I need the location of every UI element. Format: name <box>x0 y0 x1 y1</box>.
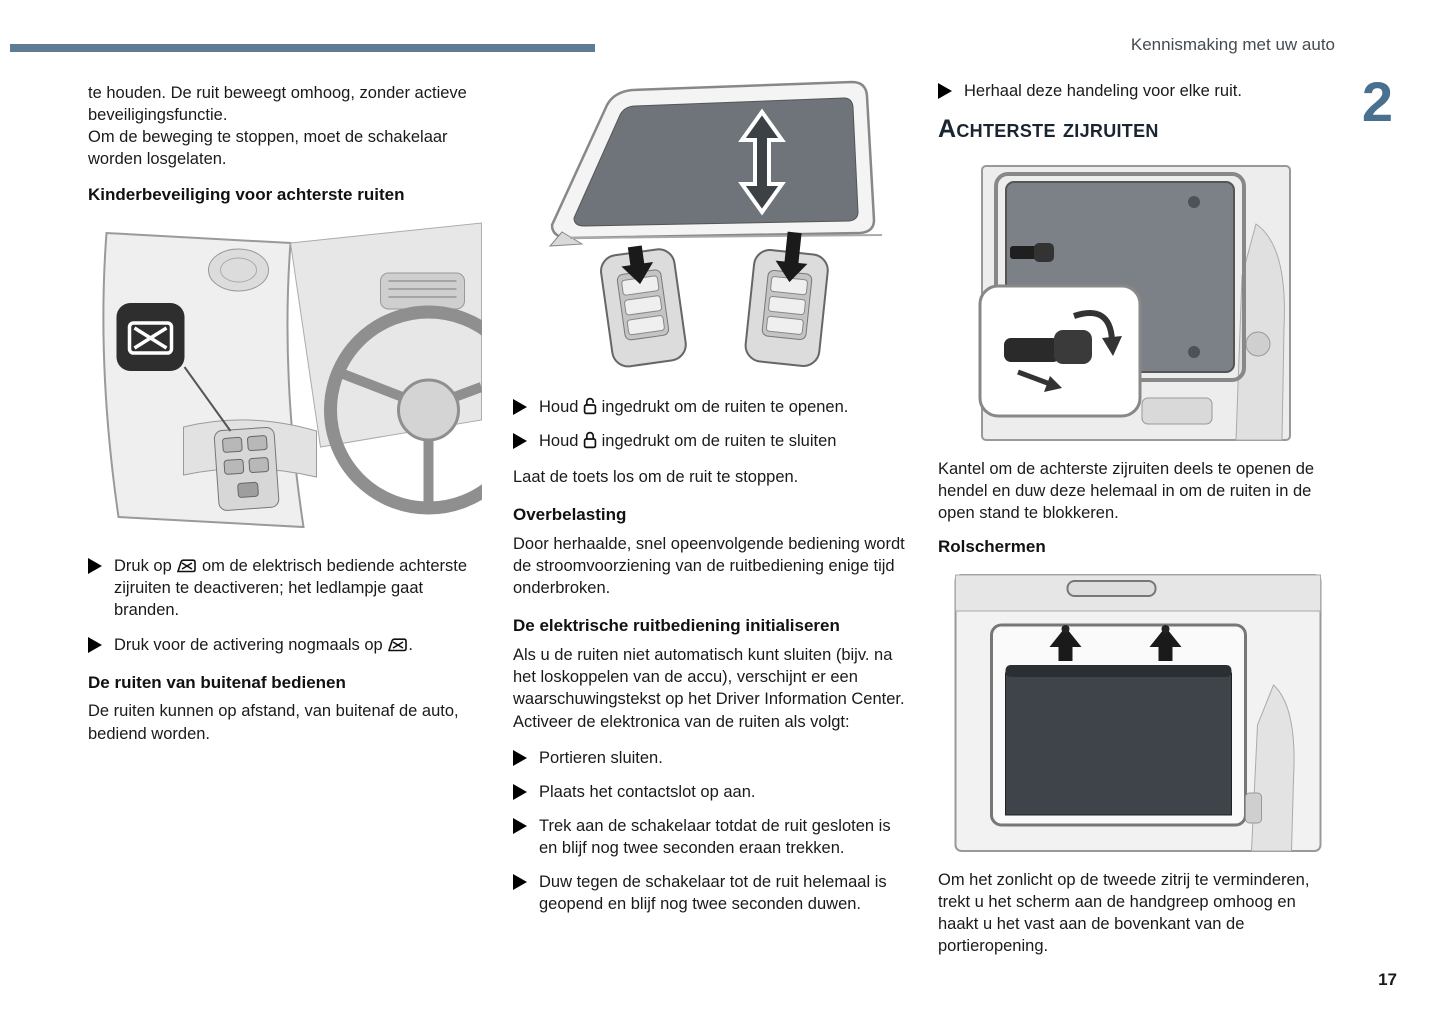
instruction-text <box>114 634 482 656</box>
instruction-text <box>539 430 911 452</box>
window-deactivate-icon <box>387 637 408 653</box>
heading-operate-outside: De ruiten van buitenaf bedienen <box>88 672 346 692</box>
instruction-item <box>513 815 911 859</box>
rear-side-window-illustration-svg <box>938 158 1338 448</box>
instruction-list <box>938 80 1338 102</box>
instruction-text-post: om de elektrisch bediende achterste zijruiten te deactiveren; het ledlampje gaat branden. <box>114 557 468 620</box>
instruction-list <box>513 747 911 916</box>
instruction-text-pre: Houd <box>539 432 584 451</box>
paragraph-roller-blinds: Om het zonlicht op de tweede zitrij te verminderen, trekt u het scherm aan de handgreep omhoog en haakt u het vast aan de bovenkant van de portieropening. <box>938 870 1310 956</box>
remote-window-operation-illustration <box>513 70 911 370</box>
section-heading-rear-side-windows: Achterste zijruiten <box>938 115 1159 144</box>
lock-icon <box>583 431 597 449</box>
instruction-text: Plaats het contactslot op aan. <box>539 782 756 801</box>
heading-initialise: De elektrische ruitbediening initialiseren <box>513 616 840 636</box>
remote-window-illustration-svg <box>513 70 911 370</box>
bullet-arrow-icon <box>88 637 102 653</box>
instruction-item <box>513 430 911 452</box>
bullet-arrow-icon <box>513 784 527 800</box>
instruction-text: Portieren sluiten. <box>539 748 663 767</box>
bullet-arrow-icon <box>513 874 527 890</box>
roller-blind-illustration <box>938 567 1338 859</box>
instruction-text-post: . <box>408 635 413 654</box>
bullet-arrow-icon <box>938 83 952 99</box>
rear-side-window-latch-illustration <box>938 158 1338 448</box>
instruction-item <box>88 634 482 656</box>
instruction-item <box>938 80 1338 102</box>
column-right <box>938 80 1338 957</box>
instruction-text-post: ingedrukt om de ruiten te openen. <box>597 398 849 416</box>
window-deactivate-icon <box>176 558 197 574</box>
instruction-text-post: ingedrukt om de ruiten te sluiten <box>597 432 837 451</box>
bullet-arrow-icon <box>513 818 527 834</box>
intro-paragraph: Om de beweging te stoppen, moet de schakelaar worden losgelaten. <box>88 128 448 169</box>
column-left <box>88 82 482 745</box>
instruction-text: Duw tegen de schakelaar tot de ruit helemaal is geopend en blijf nog twee seconden duwen. <box>539 873 887 914</box>
bullet-arrow-icon <box>88 558 102 574</box>
door-interior-illustration-svg <box>88 215 482 535</box>
paragraph-initialise: Als u de ruiten niet automatisch kunt sluiten (bijv. na het loskoppelen van de accu), verschijnt er een waarschuwingstekst op het Driver Information Center. <box>513 646 905 709</box>
instruction-item <box>513 396 911 418</box>
heading-roller-blinds: Rolschermen <box>938 536 1046 556</box>
instruction-text-pre: Druk voor de activering nogmaals op <box>114 635 388 654</box>
paragraph-release: Laat de toets los om de ruit te stoppen. <box>513 468 799 487</box>
instruction-item <box>513 747 911 769</box>
top-accent-bar <box>10 44 595 52</box>
unlock-icon <box>583 397 597 415</box>
instruction-text: Trek aan de schakelaar totdat de ruit gesloten is en blijf nog twee seconden eraan trekken. <box>539 816 891 857</box>
intro-paragraph: te houden. De ruit beweegt omhoog, zonder actieve beveiligingsfunctie. <box>88 84 467 125</box>
bullet-arrow-icon <box>513 399 527 415</box>
instruction-text-pre: Houd <box>539 398 584 416</box>
heading-overload: Overbelasting <box>513 505 627 525</box>
bullet-arrow-icon <box>513 433 527 449</box>
instruction-item <box>513 781 911 803</box>
chapter-number: 2 <box>1361 70 1393 133</box>
instruction-text <box>114 555 482 621</box>
instruction-text: Herhaal deze handeling voor elke ruit. <box>964 82 1242 100</box>
paragraph-overload: Door herhaalde, snel opeenvolgende bediening wordt de stroomvoorziening van de ruitbediening enige tijd onderbroken. <box>513 535 905 598</box>
paragraph-initialise-steps-intro: Activeer de elektronica van de ruiten als volgt: <box>513 712 850 731</box>
heading-child-lock: Kinderbeveiliging voor achterste ruiten <box>88 185 405 205</box>
instruction-item <box>513 871 911 915</box>
page-number: 17 <box>1378 970 1397 989</box>
instruction-text-pre: Druk op <box>114 557 177 576</box>
door-interior-window-controls-illustration <box>88 215 482 535</box>
column-middle <box>513 70 911 915</box>
running-header: Kennismaking met uw auto <box>1130 35 1335 54</box>
instruction-list <box>88 555 482 655</box>
paragraph-operate-outside: De ruiten kunnen op afstand, van buitenaf de auto, bediend worden. <box>88 702 459 743</box>
instruction-item <box>88 555 482 621</box>
instruction-list <box>513 396 911 452</box>
roller-blind-illustration-svg <box>938 567 1338 859</box>
instruction-text <box>539 396 911 418</box>
paragraph-latch: Kantel om de achterste zijruiten deels te openen de hendel en duw deze helemaal in om de ruiten in de open stand te blokkeren. <box>938 459 1315 522</box>
bullet-arrow-icon <box>513 750 527 766</box>
